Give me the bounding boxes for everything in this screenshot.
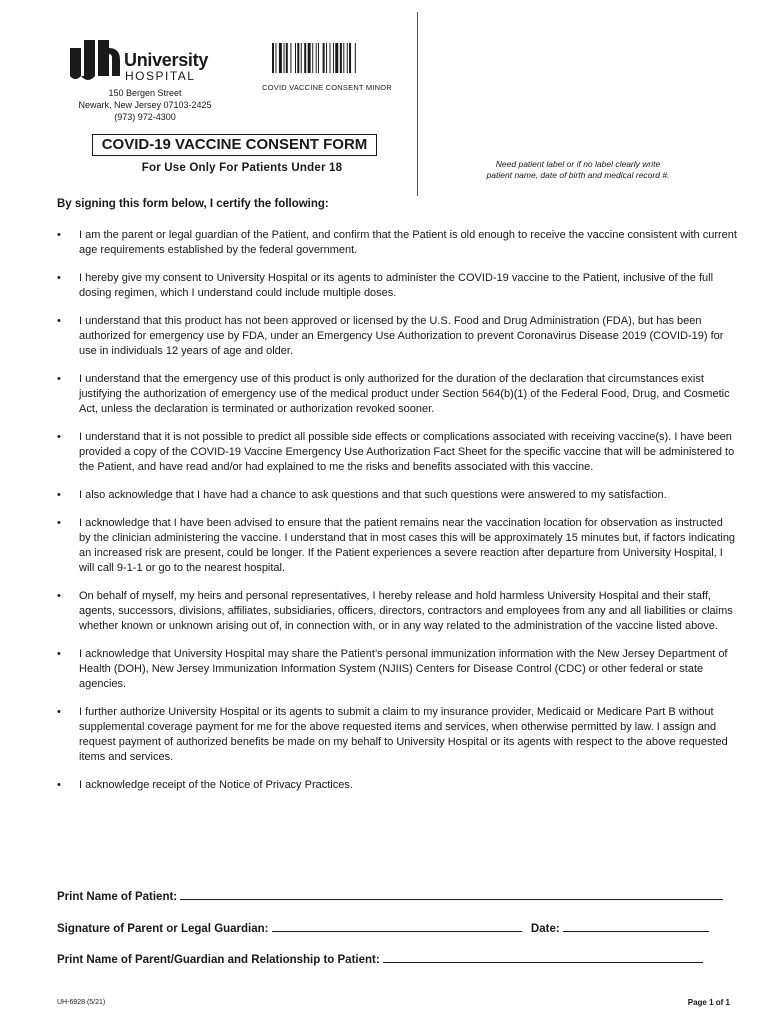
barcode-bar [323, 43, 325, 73]
page-number: Page 1 of 1 [687, 998, 730, 1007]
patient-label-instructions [462, 159, 694, 181]
barcode-bar [318, 43, 319, 73]
guardian-signature-field[interactable] [272, 920, 522, 932]
certification-item: • I acknowledge that I have been advised to ensure that the patient remains near the vaccination location for observation as instructed by the clinician administering the vaccine. I understand that in most cases this will be approximately 15 minutes but, if factors indicating an increased risk are present, could be longer. If the Patient experiences a severe reaction after departure from University Hospital, I will call 9-1-1 or go to the nearest hospital. [57, 516, 737, 576]
barcode-bar [304, 43, 306, 73]
guardian-name-row [57, 951, 703, 966]
barcode-bar [347, 43, 348, 73]
barcode-bar [326, 43, 327, 73]
patient-label-line1: Need patient label or if no label clearly write [495, 159, 661, 169]
certification-item: • I hereby give my consent to University Hospital or its agents to administer the COVID-19 vaccine to the Patient, inclusive of the full dosing regimen, which I understand could include multiple doses. [57, 271, 737, 301]
certification-item: • I acknowledge receipt of the Notice of Privacy Practices. [57, 778, 737, 793]
certification-item: • I also acknowledge that I have had a chance to ask questions and that such questions were answered to my satisfaction. [57, 488, 737, 503]
barcode-bar [308, 43, 311, 73]
date-label: Date: [530, 923, 560, 935]
form-subtitle: For Use Only For Patients Under 18 [141, 162, 343, 174]
guardian-signature-row [57, 920, 709, 935]
logo-subtitle: HOSPITAL [125, 69, 196, 83]
patient-name-label: Print Name of Patient: [57, 891, 178, 903]
barcode-bar [295, 43, 296, 73]
guardian-name-field[interactable] [383, 951, 703, 963]
barcode-bar [330, 43, 331, 73]
certification-item: • I understand that it is not possible to predict all possible side effects or complications associated with receiving vaccine(s). I have been provided a copy of the COVID-19 Vaccine Emergency Use Authorization Fact Sheet for the specific vaccine that will be administered to the Patient, and have read and/or had explained to me the risks and benefits associated with this vaccine. [57, 430, 737, 475]
certification-item: • I understand that the emergency use of this product is only authorized for the duration of the declaration that circumstances exist justifying the authorization of emergency use of the medical product under Section 564(b)(1) of the Federal Food, Drug, and Cosmetic Act, unless the declaration is terminated or authorization revoked sooner. [57, 372, 737, 417]
barcode-bar [279, 43, 282, 73]
barcode-bar [297, 43, 299, 73]
barcode-bar [340, 43, 342, 73]
barcode-bar [286, 43, 288, 73]
patient-name-row [57, 888, 723, 903]
barcode-bar [355, 43, 356, 73]
form-title: COVID-19 VACCINE CONSENT FORM [92, 134, 377, 156]
form-code: UH-6928 (5/21) [57, 999, 106, 1006]
barcode-bar [316, 43, 317, 73]
barcode-label: COVID VACCINE CONSENT MINOR [262, 83, 392, 92]
barcode-bar [335, 43, 338, 73]
guardian-signature-label: Signature of Parent or Legal Guardian: [57, 923, 269, 935]
barcode-bar [312, 43, 313, 73]
patient-label-line2: patient name, date of birth and medical record #. [486, 170, 670, 180]
barcode-bar [284, 43, 285, 73]
date-field[interactable] [563, 920, 709, 932]
barcode-bar [272, 43, 274, 73]
hospital-logo [68, 36, 218, 84]
patient-name-field[interactable] [180, 888, 723, 900]
certification-item: • On behalf of myself, my heirs and personal representatives, I hereby release and hold harmless University Hospital and their staff, agents, successors, divisions, affiliates, subsidiaries, officers, directors, contractors and employees from any and all liabilities or claims whether known or unknown arising out of, in connection with, or in any way related to the administration of the vaccine listed above. [57, 589, 737, 634]
barcode-bar [301, 43, 302, 73]
address-city: Newark, New Jersey 07103-2425 [78, 100, 212, 110]
university-hospital-logo-icon [68, 36, 120, 84]
header-divider [417, 12, 418, 196]
certification-item: • I am the parent or legal guardian of the Patient, and confirm that the Patient is old enough to receive the vaccine consistent with current age requirements established by the federal government. [57, 228, 737, 258]
address-street: 150 Bergen Street [108, 88, 182, 98]
certification-item: • I understand that this product has not been approved or licensed by the U.S. Food and Drug Administration (FDA), but has been authorized for emergency use by FDA, under an Emergency Use Authorization to prevent Coronavirus Disease 2019 (COVID-19) for use in individuals 12 years of age and older. [57, 314, 737, 359]
hospital-address [62, 87, 228, 123]
barcode-bar [343, 43, 344, 73]
certification-item: • I acknowledge that University Hospital may share the Patient’s personal immunization information with the New Jersey Department of Health (DOH), New Jersey Immunization Information System (NJIIS) Centers for Disease Control (CDC) or other federal or state agencies. [57, 647, 737, 692]
certification-list [57, 228, 737, 806]
logo-name: University [124, 50, 209, 70]
barcode-bar [275, 43, 276, 73]
form-barcode [272, 43, 384, 73]
address-phone: (973) 972-4300 [114, 112, 176, 122]
certification-item: • I further authorize University Hospital or its agents to submit a claim to my insurance provider, Medicaid or Medicare Part B without supplemental coverage payment for me for the above requested items and services, when otherwise permitted by law. I assign and request payment of authorized benefits be made on my behalf to University Hospital or its agents with respect to the above requested items and services. [57, 705, 737, 765]
barcode-bar [349, 43, 351, 73]
barcode-bar [333, 43, 334, 73]
barcode-bar [290, 43, 291, 73]
certification-intro: By signing this form below, I certify the following: [57, 198, 329, 210]
guardian-name-label: Print Name of Parent/Guardian and Relationship to Patient: [57, 954, 380, 966]
